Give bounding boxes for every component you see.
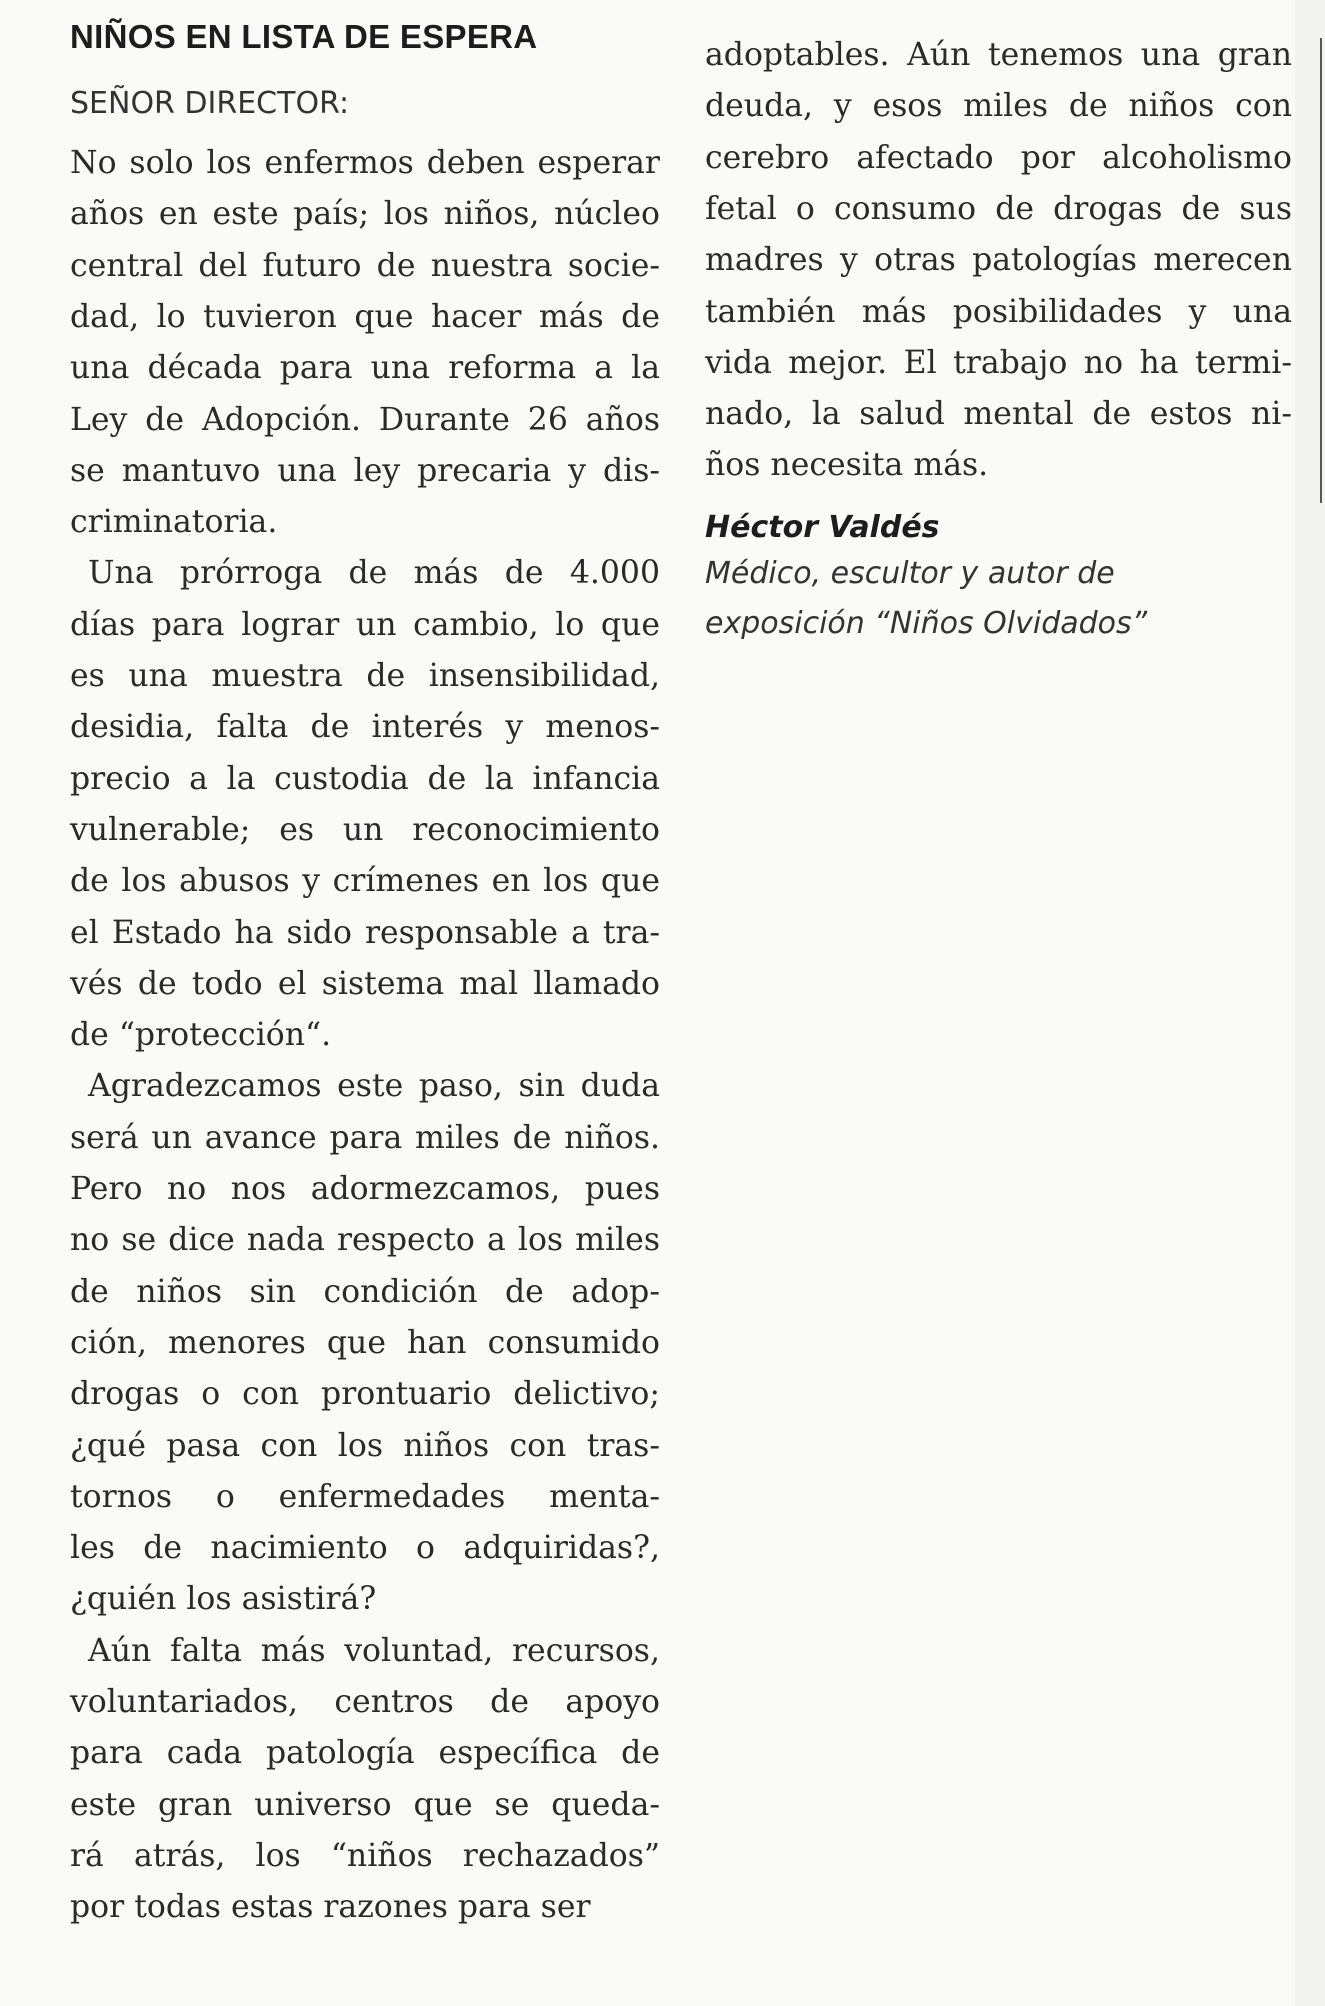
body-line: les de nacimiento o adquiridas?,: [70, 1530, 660, 1567]
body-line: no se dice nada respecto a los miles: [70, 1222, 660, 1259]
body-line: de niños sin condición de adop-: [70, 1273, 660, 1310]
body-line: madres y otras patologías merecen: [705, 242, 1292, 279]
body-line: tornos o enfermedades menta-: [70, 1478, 660, 1515]
body-line: vulnerable; es un reconocimiento: [70, 811, 660, 848]
signature-role-line-1: Médico, escultor y autor de: [705, 556, 1115, 591]
body-line: central del futuro de nuestra socie-: [70, 247, 660, 284]
body-line: criminatoria.: [70, 504, 278, 541]
body-line: Pero no nos adormezcamos, pues: [70, 1171, 660, 1207]
body-line: ños necesita más.: [705, 447, 989, 484]
letter-salutation: SEÑOR DIRECTOR:: [70, 86, 350, 121]
signature-role-line-2: exposición “Niños Olvidados”: [705, 606, 1148, 641]
body-line: rá atrás, los “niños rechazados”: [70, 1837, 660, 1874]
body-line: adoptables. Aún tenemos una gran: [705, 37, 1292, 73]
body-line: ción, menores que han consumido: [70, 1324, 660, 1361]
body-line: de los abusos y crímenes en los que: [70, 863, 660, 900]
body-line: el Estado ha sido responsable a tra-: [70, 914, 660, 951]
body-line: también más posibilidades y una: [705, 293, 1292, 330]
body-line: ¿qué pasa con los niños con tras-: [70, 1427, 660, 1464]
body-line: drogas o con prontuario delictivo;: [70, 1376, 660, 1413]
body-line: deuda, y esos miles de niños con: [705, 88, 1292, 125]
body-line: Ley de Adopción. Durante 26 años: [70, 401, 660, 438]
body-line: cerebro afectado por alcoholismo: [705, 139, 1292, 176]
body-line: precio a la custodia de la infancia: [70, 760, 660, 797]
body-line: es una muestra de insensibilidad,: [70, 658, 660, 694]
letter-headline: NIÑOS EN LISTA DE ESPERA: [70, 18, 538, 55]
body-line: Aún falta más voluntad, recursos,: [88, 1632, 660, 1669]
column-rule: [1320, 38, 1322, 503]
body-line: voluntariados, centros de apoyo: [70, 1684, 660, 1720]
body-line: será un avance para miles de niños.: [70, 1119, 660, 1156]
body-line: para cada patología específica de: [70, 1735, 660, 1772]
body-line: nado, la salud mental de estos ni-: [705, 396, 1292, 433]
body-line: días para lograr un cambio, lo que: [70, 606, 660, 643]
body-line: fetal o consumo de drogas de sus: [705, 190, 1292, 227]
body-line: por todas estas razones para ser: [70, 1889, 591, 1926]
body-line: este gran universo que se queda-: [70, 1786, 660, 1823]
body-line: dad, lo tuvieron que hacer más de: [70, 298, 660, 335]
body-line: vés de todo el sistema mal llamado: [70, 965, 660, 1002]
body-line: ¿quién los asistirá?: [70, 1581, 377, 1618]
body-line: años en este país; los niños, núcleo: [70, 196, 660, 233]
body-line: una década para una reforma a la: [70, 350, 660, 387]
body-line: se mantuvo una ley precaria y dis-: [70, 452, 660, 489]
signature-name: Héctor Valdés: [705, 510, 940, 545]
body-line: desidia, falta de interés y menos-: [70, 709, 660, 746]
body-line: vida mejor. El trabajo no ha termi-: [705, 344, 1292, 381]
body-line: Una prórroga de más de 4.000: [88, 555, 660, 592]
body-line: de “protección“.: [70, 1017, 332, 1054]
body-line: Agradezcamos este paso, sin duda: [88, 1068, 660, 1105]
body-line: No solo los enfermos deben esperar: [70, 145, 660, 181]
